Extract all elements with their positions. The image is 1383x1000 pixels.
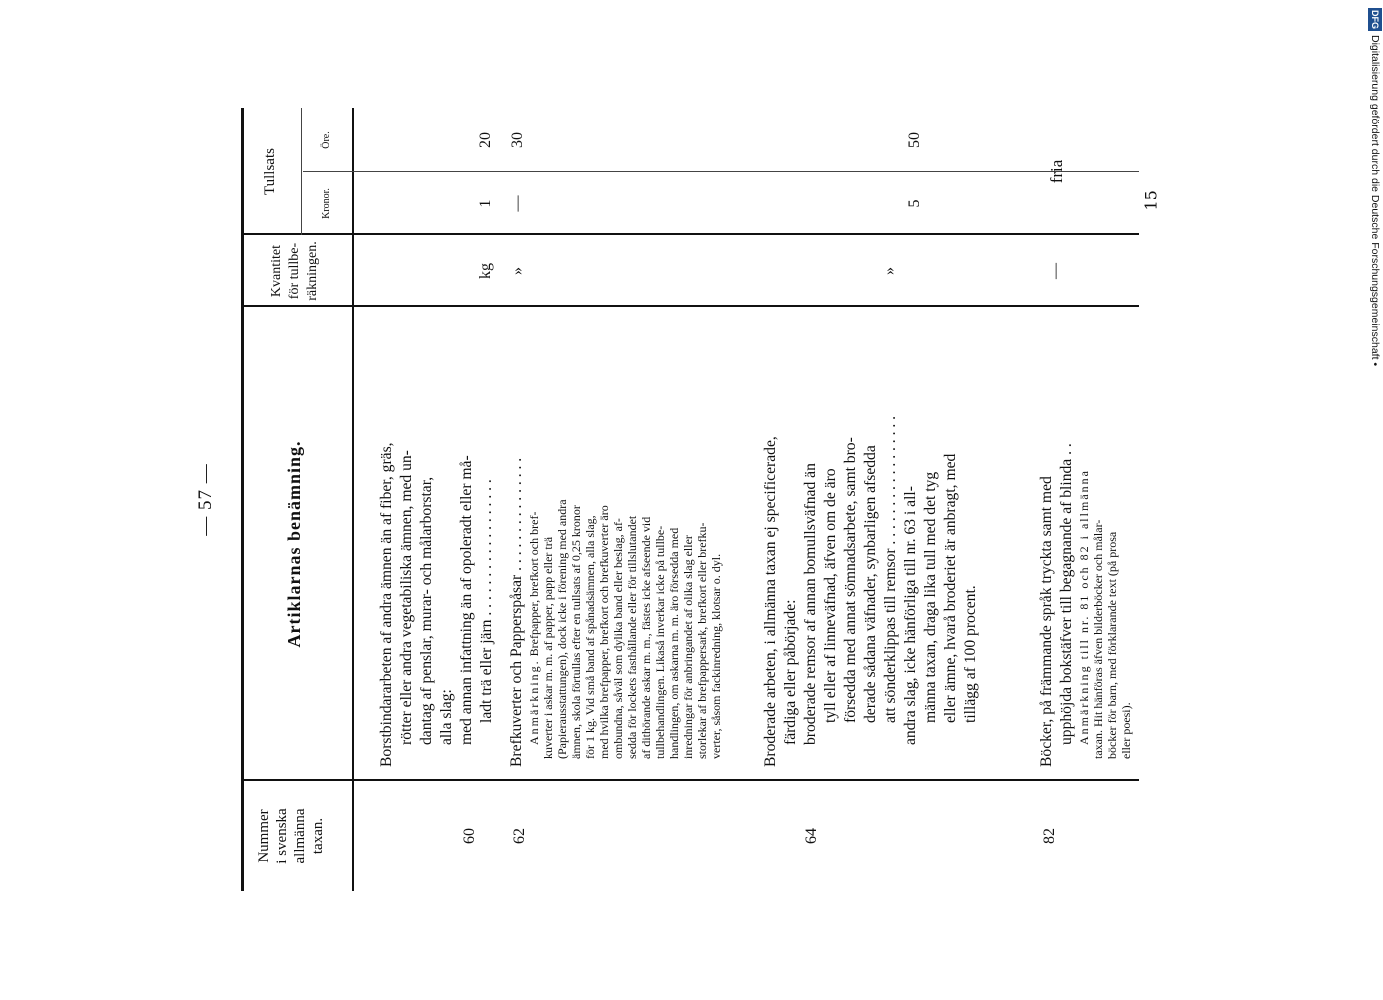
entry-64-quantity: » [881, 267, 898, 275]
entry-62-kronor: — [509, 195, 526, 212]
dfg-sidebar [1367, 8, 1383, 398]
column-divider-quantity [241, 233, 1139, 235]
entry-60-number: 60 [461, 828, 478, 844]
entry-62-ore: 30 [509, 132, 526, 148]
dfg-credit-text: Digitalisierung gefördert durch die Deutsche Forschungsgemeinschaft • [1369, 35, 1381, 367]
dfg-logo: DFG [1370, 10, 1380, 29]
entry-82-note: Anmärkning till nr. 81 och 82 i allmänna taxan. Hit hänföras äfven bilderböcker och målar- böcker för barn, med förklarande text (på prosa eller poesi). [1077, 469, 1133, 759]
entry-62-note: Anmärkning. Brefpapper, brefkort och bref- kuverter i askar m. m. af papper, papp eller trä (Papierausstattungen), dock icke i förening med andra ämnen, skola förtullas efter en tullsats af 0,25 kronor för 1 kg. Vid små band af spånadsämnen, alla slag, med hvilka brefpapper, brefkort och brefkuverter äro ombundna, såväl som dylika band eller beslag, af- sedda för lockets fasthållande eller för tillslutandet af dithörande askar m. m., fästes icke afseende vid tullbehandlingen. Likaså inverkar icke på tullbe- handlingen, om askarna m. m. äro försedda med inredningar för anbringandet af olika slag eller storlekar af brefpappersark, brefkort eller brefku- verter, såsom fackinredning, klotsar o. dyl. [527, 499, 723, 759]
entry-82-number: 82 [1041, 828, 1058, 844]
header-kronor: Kronor. [321, 188, 332, 219]
header-number: Nummer i svenska allmänna taxan. [256, 808, 326, 864]
column-divider-number [241, 779, 1139, 781]
header-rate: Tullsats [262, 148, 278, 195]
entry-embroidery-intro: Broderade arbeten, i allmänna taxan ej specificerade, färdiga eller påbörjade: [762, 436, 799, 767]
column-divider-kronor [303, 171, 1139, 172]
page-number: — 57 — [195, 463, 216, 536]
entry-64-description: broderade remsor af annan bomullsväfnad än tyll eller af linneväfnad, äfven om de äro försedda med annat sömnadsarbete, samt bro- derade sådana väfnader, synbarligen afsedda att sönderklippas till remsor . . . . . . . . . . . . . . . . . andra slag, icke hänförliga till nr. 63 i all- männa taxan, draga lika tull med det tyg eller ämne, hvarå broderiet är anbragt, med tillägg af 100 procent. [802, 415, 979, 745]
entry-82-quantity: — [1047, 263, 1064, 279]
entry-60-ore: 20 [477, 132, 494, 148]
signature-mark: 15 [1141, 190, 1161, 211]
entry-brush-intro: Borstbindararbeten af andra ämnen än af fiber, gräs, rötter eller andra vegetabiliska ämnen, med un- dantag af penslar, murar- och målarborstar, alla slag: [378, 442, 455, 767]
table-top-rule [241, 108, 244, 891]
tariff-table-rotated [195, 108, 1139, 891]
entry-64-kronor: 5 [906, 199, 923, 208]
entry-62-description: Brefkuverter och Papperspåsar . . . . . . . . . . . . . . . Anmärkning. Brefpapper, brefkort och bref- kuverter i askar m. m. af papper, papp eller trä (Papierausstattungen), dock icke i förening med andra ämnen, skola förtullas efter en tullsats af 0,25 kronor för 1 kg. Vid små band af spånadsämnen, alla slag, med hvilka brefpapper, brefkort och brefkuverter äro ombundna, såväl som dylika band eller beslag, af- sedda för lockets fasthållande eller för tillslutandet af dithörande askar m. m., fästes icke afseende vid tullbehandlingen. Likaså inverkar icke på tullbe- handlingen, om askarna m. m. äro försedda med inredningar för anbringandet af olika slag eller storlekar af brefpappersark, brefkort eller brefku- verter, såsom fackinredning, klotsar o. dyl. [507, 324, 723, 767]
header-ore: Öre. [321, 131, 332, 149]
entry-60-kronor: 1 [477, 199, 494, 208]
entry-82-free: fria [1047, 159, 1066, 184]
entry-62-number: 62 [511, 828, 528, 844]
entry-60-description: med annan infattning än af opoleradt eller må- ladt trä eller järn . . . . . . . . . . . . . . . . . . [458, 455, 495, 745]
column-divider-article [241, 305, 1139, 307]
header-rate-rule [301, 108, 302, 235]
header-quantity: Kvantitet för tullbe- räkningen. [269, 241, 320, 301]
entry-62-quantity: » [509, 267, 526, 275]
header-article: Artiklarnas benämning. [284, 440, 304, 648]
entry-82-description: Böcker, på främmande språk tryckta samt med upphöjda bokstäfver till begagnande af blinda . . Anmärkning till nr. 81 och 82 i allmänna taxan. Hit hänföras äfven bilderböcker och målar- böcker för barn, med förklarande text (på prosa eller poesi). [1037, 324, 1133, 767]
header-bottom-rule [352, 108, 354, 891]
entry-60-quantity: kg [477, 263, 494, 279]
entry-64-ore: 50 [906, 132, 923, 148]
entry-64-number: 64 [803, 828, 820, 844]
